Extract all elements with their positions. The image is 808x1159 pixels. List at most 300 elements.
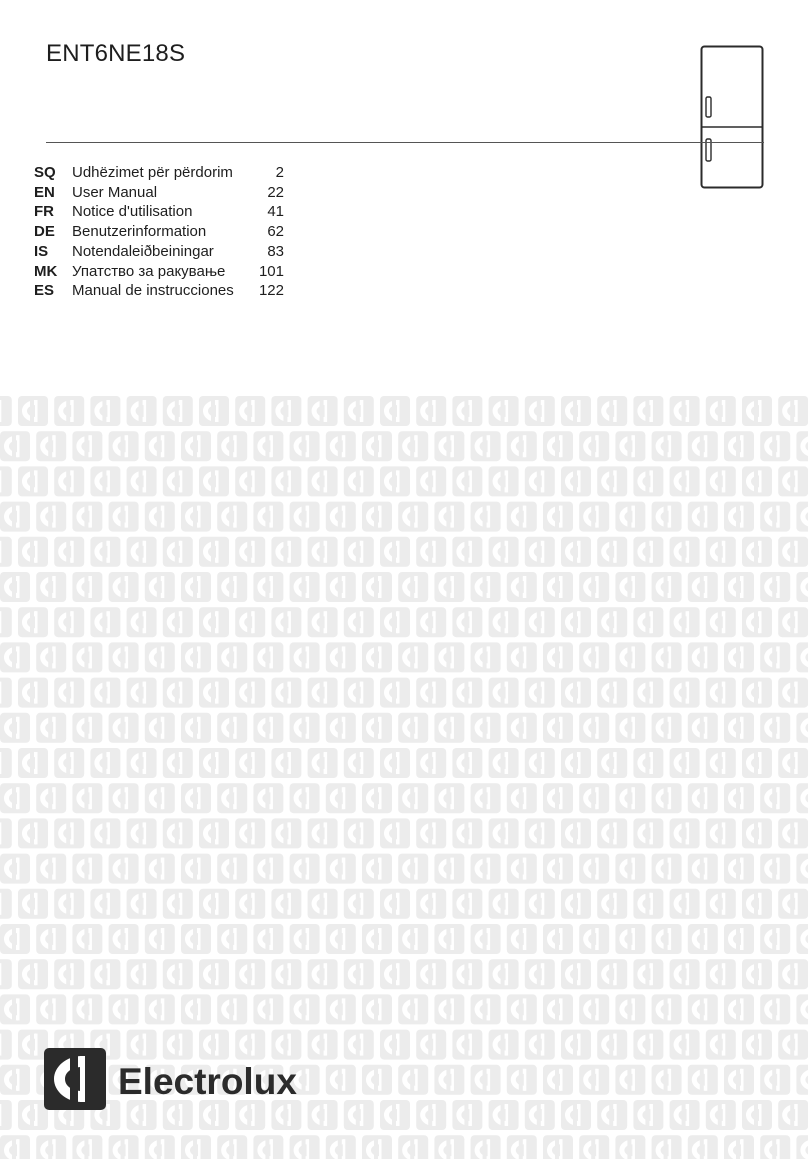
electrolux-emblem-icon — [525, 607, 555, 637]
electrolux-emblem-icon — [0, 642, 30, 672]
electrolux-emblem-icon — [36, 642, 66, 672]
electrolux-emblem-icon — [398, 783, 428, 813]
electrolux-emblem-icon — [652, 713, 682, 743]
electrolux-emblem-icon — [344, 396, 374, 426]
toc-language-title: User Manual — [72, 183, 158, 201]
electrolux-emblem-icon — [0, 959, 12, 989]
electrolux-emblem-icon — [290, 431, 320, 461]
electrolux-emblem-icon — [561, 466, 591, 496]
electrolux-emblem-icon — [670, 396, 700, 426]
electrolux-emblem-icon — [199, 748, 229, 778]
electrolux-emblem-icon — [308, 537, 338, 567]
electrolux-emblem-icon — [0, 713, 30, 743]
electrolux-emblem-icon — [235, 466, 265, 496]
electrolux-emblem-icon — [0, 537, 12, 567]
toc-language-code: MK — [34, 262, 58, 280]
electrolux-emblem-icon — [706, 678, 736, 708]
electrolux-emblem-icon — [525, 396, 555, 426]
electrolux-emblem-icon — [217, 431, 247, 461]
electrolux-emblem-icon — [724, 502, 754, 532]
electrolux-emblem-icon — [72, 783, 102, 813]
electrolux-emblem-icon — [380, 678, 410, 708]
electrolux-emblem-icon — [271, 748, 301, 778]
electrolux-emblem-icon — [416, 1030, 446, 1060]
electrolux-emblem-icon — [452, 1030, 482, 1060]
electrolux-emblem-icon — [271, 959, 301, 989]
electrolux-emblem-icon — [163, 889, 193, 919]
electrolux-emblem-icon — [326, 783, 356, 813]
electrolux-emblem-icon — [434, 1065, 464, 1095]
electrolux-emblem-icon — [452, 607, 482, 637]
electrolux-emblem-icon — [760, 1065, 790, 1095]
electrolux-emblem-icon — [778, 466, 808, 496]
electrolux-emblem-icon — [452, 959, 482, 989]
electrolux-emblem-icon — [181, 431, 211, 461]
electrolux-emblem-pattern — [0, 392, 808, 1159]
toc-language-code: DE — [34, 223, 55, 241]
electrolux-emblem-icon — [778, 607, 808, 637]
electrolux-emblem-icon — [652, 572, 682, 602]
electrolux-emblem-icon — [344, 466, 374, 496]
electrolux-emblem-icon — [380, 1030, 410, 1060]
electrolux-emblem-icon — [181, 502, 211, 532]
fridge-freezer-icon — [700, 45, 764, 189]
electrolux-emblem-icon — [597, 396, 627, 426]
electrolux-emblem-icon — [796, 431, 808, 461]
electrolux-emblem-icon — [326, 502, 356, 532]
electrolux-emblem-icon — [0, 572, 30, 602]
electrolux-emblem-icon — [235, 678, 265, 708]
electrolux-emblem-icon — [145, 854, 175, 884]
electrolux-emblem-icon — [489, 607, 519, 637]
electrolux-emblem-icon — [633, 678, 663, 708]
electrolux-emblem-icon — [579, 854, 609, 884]
electrolux-emblem-icon — [36, 431, 66, 461]
electrolux-emblem-icon — [416, 889, 446, 919]
electrolux-emblem-icon — [109, 783, 139, 813]
electrolux-emblem-icon — [615, 854, 645, 884]
electrolux-emblem-icon — [434, 502, 464, 532]
electrolux-emblem-icon — [416, 959, 446, 989]
electrolux-emblem-icon — [271, 396, 301, 426]
electrolux-emblem-icon — [652, 854, 682, 884]
electrolux-emblem-icon — [109, 572, 139, 602]
electrolux-emblem-icon — [362, 572, 392, 602]
electrolux-emblem-icon — [199, 959, 229, 989]
electrolux-emblem-icon — [90, 607, 120, 637]
electrolux-emblem-icon — [471, 924, 501, 954]
electrolux-emblem-icon — [72, 572, 102, 602]
electrolux-emblem-icon — [507, 642, 537, 672]
electrolux-emblem-icon — [163, 818, 193, 848]
electrolux-emblem-icon — [489, 889, 519, 919]
electrolux-emblem-icon — [434, 431, 464, 461]
electrolux-emblem-icon — [127, 678, 157, 708]
electrolux-emblem-icon — [308, 959, 338, 989]
electrolux-emblem-icon — [127, 748, 157, 778]
electrolux-logo-icon — [44, 1048, 314, 1112]
electrolux-emblem-icon — [199, 678, 229, 708]
toc-language-code: EN — [34, 183, 55, 201]
toc-language-code: IS — [34, 242, 49, 260]
electrolux-emblem-icon — [181, 1135, 211, 1159]
electrolux-emblem-icon — [670, 678, 700, 708]
electrolux-emblem-icon — [253, 924, 283, 954]
electrolux-emblem-icon — [706, 537, 736, 567]
electrolux-emblem-icon — [416, 818, 446, 848]
electrolux-emblem-icon — [380, 607, 410, 637]
electrolux-emblem-icon — [543, 642, 573, 672]
electrolux-emblem-icon — [18, 889, 48, 919]
electrolux-emblem-icon — [163, 466, 193, 496]
electrolux-emblem-icon — [670, 607, 700, 637]
electrolux-emblem-icon — [724, 713, 754, 743]
electrolux-emblem-icon — [398, 994, 428, 1024]
electrolux-emblem-icon — [633, 466, 663, 496]
toc-row — [34, 281, 284, 301]
electrolux-emblem-icon — [54, 466, 84, 496]
electrolux-emblem-icon — [0, 783, 30, 813]
electrolux-emblem-icon — [0, 994, 30, 1024]
electrolux-emblem-icon — [525, 959, 555, 989]
electrolux-emblem-icon — [706, 607, 736, 637]
electrolux-emblem-icon — [290, 854, 320, 884]
electrolux-emblem-icon — [670, 889, 700, 919]
electrolux-emblem-icon — [615, 572, 645, 602]
electrolux-emblem-icon — [0, 396, 12, 426]
electrolux-emblem-icon — [18, 748, 48, 778]
electrolux-emblem-icon — [471, 431, 501, 461]
electrolux-emblem-icon — [127, 466, 157, 496]
electrolux-emblem-icon — [145, 994, 175, 1024]
electrolux-emblem-icon — [652, 924, 682, 954]
electrolux-emblem-icon — [308, 818, 338, 848]
electrolux-emblem-icon — [489, 678, 519, 708]
electrolux-emblem-icon — [217, 713, 247, 743]
electrolux-emblem-icon — [271, 537, 301, 567]
electrolux-emblem-icon — [54, 678, 84, 708]
electrolux-emblem-icon — [90, 818, 120, 848]
electrolux-emblem-icon — [579, 1135, 609, 1159]
electrolux-emblem-icon — [579, 502, 609, 532]
electrolux-emblem-icon — [326, 572, 356, 602]
electrolux-emblem-icon — [0, 818, 12, 848]
electrolux-emblem-icon — [796, 642, 808, 672]
electrolux-emblem-icon — [688, 994, 718, 1024]
electrolux-emblem-icon — [326, 431, 356, 461]
toc-language-code: ES — [34, 282, 55, 300]
electrolux-emblem-icon — [181, 713, 211, 743]
electrolux-emblem-icon — [778, 818, 808, 848]
electrolux-emblem-icon — [344, 1030, 374, 1060]
electrolux-emblem-icon — [434, 924, 464, 954]
electrolux-emblem-icon — [72, 642, 102, 672]
electrolux-emblem-icon — [344, 1100, 374, 1130]
electrolux-emblem-icon — [398, 1135, 428, 1159]
electrolux-emblem-icon — [235, 537, 265, 567]
electrolux-emblem-icon — [199, 818, 229, 848]
electrolux-emblem-icon — [380, 396, 410, 426]
brand-wordmark: Electrolux — [118, 1061, 297, 1102]
electrolux-emblem-icon — [796, 924, 808, 954]
toc-row — [34, 163, 284, 183]
electrolux-emblem-icon — [452, 889, 482, 919]
electrolux-emblem-icon — [778, 889, 808, 919]
electrolux-emblem-icon — [597, 889, 627, 919]
electrolux-emblem-icon — [525, 818, 555, 848]
electrolux-emblem-icon — [18, 537, 48, 567]
electrolux-emblem-icon — [633, 959, 663, 989]
electrolux-emblem-icon — [579, 572, 609, 602]
electrolux-emblem-icon — [543, 431, 573, 461]
electrolux-emblem-icon — [688, 783, 718, 813]
toc-language-title: Manual de instrucciones — [72, 282, 234, 300]
electrolux-emblem-icon — [778, 1100, 808, 1130]
electrolux-emblem-icon — [253, 994, 283, 1024]
toc-page-number: 62 — [267, 223, 284, 241]
electrolux-emblem-icon — [109, 854, 139, 884]
language-index — [34, 163, 284, 301]
electrolux-emblem-icon — [109, 502, 139, 532]
electrolux-emblem-icon — [724, 1135, 754, 1159]
toc-row — [34, 242, 284, 262]
electrolux-emblem-icon — [109, 642, 139, 672]
electrolux-emblem-icon — [109, 924, 139, 954]
electrolux-emblem-icon — [778, 537, 808, 567]
electrolux-emblem-icon — [0, 607, 12, 637]
electrolux-emblem-icon — [271, 466, 301, 496]
electrolux-emblem-icon — [633, 396, 663, 426]
electrolux-emblem-icon — [72, 431, 102, 461]
electrolux-emblem-icon — [380, 466, 410, 496]
electrolux-emblem-icon — [362, 1065, 392, 1095]
electrolux-emblem-icon — [760, 783, 790, 813]
electrolux-emblem-icon — [724, 994, 754, 1024]
toc-language-title: Notendaleiðbeiningar — [72, 242, 214, 260]
electrolux-emblem-icon — [54, 537, 84, 567]
electrolux-emblem-icon — [525, 748, 555, 778]
electrolux-emblem-icon — [543, 994, 573, 1024]
electrolux-emblem-icon — [0, 466, 12, 496]
electrolux-emblem-icon — [253, 854, 283, 884]
electrolux-emblem-icon — [72, 924, 102, 954]
electrolux-emblem-icon — [706, 748, 736, 778]
electrolux-emblem-icon — [706, 959, 736, 989]
electrolux-emblem-icon — [471, 713, 501, 743]
electrolux-emblem-icon — [688, 431, 718, 461]
electrolux-emblem-icon — [181, 783, 211, 813]
electrolux-emblem-icon — [253, 502, 283, 532]
electrolux-emblem-icon — [489, 748, 519, 778]
electrolux-emblem-icon — [597, 1100, 627, 1130]
electrolux-emblem-icon — [760, 924, 790, 954]
electrolux-emblem-icon — [452, 748, 482, 778]
electrolux-emblem-icon — [724, 924, 754, 954]
model-number: ENT6NE18S — [46, 40, 186, 67]
electrolux-emblem-icon — [742, 1030, 772, 1060]
electrolux-emblem-icon — [362, 431, 392, 461]
electrolux-emblem-icon — [724, 642, 754, 672]
electrolux-emblem-icon — [434, 994, 464, 1024]
brand-logo — [44, 1048, 314, 1112]
toc-language-title: Notice d'utilisation — [72, 203, 193, 221]
electrolux-emblem-icon — [36, 854, 66, 884]
electrolux-emblem-icon — [778, 959, 808, 989]
electrolux-emblem-icon — [181, 572, 211, 602]
electrolux-emblem-icon — [145, 1135, 175, 1159]
electrolux-emblem-icon — [36, 1135, 66, 1159]
electrolux-emblem-icon — [525, 537, 555, 567]
electrolux-emblem-icon — [362, 642, 392, 672]
electrolux-emblem-icon — [290, 994, 320, 1024]
electrolux-emblem-icon — [109, 431, 139, 461]
electrolux-emblem-icon — [54, 818, 84, 848]
electrolux-emblem-icon — [688, 854, 718, 884]
electrolux-emblem-icon — [561, 889, 591, 919]
electrolux-emblem-icon — [579, 783, 609, 813]
electrolux-emblem-icon — [489, 396, 519, 426]
electrolux-emblem-icon — [398, 572, 428, 602]
electrolux-emblem-icon — [760, 854, 790, 884]
electrolux-emblem-icon — [724, 431, 754, 461]
electrolux-emblem-icon — [0, 924, 30, 954]
electrolux-emblem-icon — [706, 1030, 736, 1060]
electrolux-emblem-icon — [0, 748, 12, 778]
electrolux-emblem-icon — [398, 854, 428, 884]
electrolux-emblem-icon — [54, 396, 84, 426]
electrolux-emblem-icon — [54, 607, 84, 637]
electrolux-emblem-icon — [688, 1135, 718, 1159]
electrolux-emblem-icon — [561, 748, 591, 778]
electrolux-emblem-icon — [416, 537, 446, 567]
electrolux-emblem-icon — [344, 959, 374, 989]
electrolux-emblem-icon — [507, 924, 537, 954]
electrolux-emblem-icon — [163, 959, 193, 989]
electrolux-emblem-icon — [163, 537, 193, 567]
electrolux-emblem-icon — [760, 502, 790, 532]
electrolux-emblem-icon — [796, 1065, 808, 1095]
electrolux-emblem-icon — [290, 1135, 320, 1159]
electrolux-emblem-icon — [561, 1030, 591, 1060]
electrolux-emblem-icon — [290, 572, 320, 602]
electrolux-emblem-icon — [796, 572, 808, 602]
electrolux-emblem-icon — [543, 502, 573, 532]
electrolux-emblem-icon — [633, 1100, 663, 1130]
electrolux-emblem-icon — [688, 924, 718, 954]
electrolux-emblem-icon — [543, 572, 573, 602]
electrolux-emblem-icon — [217, 783, 247, 813]
electrolux-emblem-icon — [235, 607, 265, 637]
electrolux-emblem-icon — [253, 572, 283, 602]
electrolux-emblem-icon — [706, 889, 736, 919]
electrolux-emblem-icon — [344, 889, 374, 919]
electrolux-emblem-icon — [326, 1065, 356, 1095]
electrolux-emblem-icon — [18, 396, 48, 426]
electrolux-emblem-icon — [0, 502, 30, 532]
electrolux-emblem-icon — [398, 1065, 428, 1095]
electrolux-emblem-icon — [489, 466, 519, 496]
electrolux-emblem-icon — [615, 1135, 645, 1159]
electrolux-emblem-icon — [434, 1135, 464, 1159]
electrolux-emblem-icon — [796, 502, 808, 532]
electrolux-emblem-icon — [670, 1100, 700, 1130]
electrolux-emblem-icon — [217, 994, 247, 1024]
electrolux-emblem-icon — [742, 678, 772, 708]
electrolux-emblem-icon — [471, 572, 501, 602]
electrolux-emblem-icon — [561, 396, 591, 426]
electrolux-emblem-icon — [308, 466, 338, 496]
electrolux-emblem-icon — [760, 994, 790, 1024]
electrolux-emblem-icon — [127, 889, 157, 919]
electrolux-emblem-icon — [18, 607, 48, 637]
electrolux-emblem-icon — [344, 537, 374, 567]
electrolux-emblem-icon — [416, 466, 446, 496]
electrolux-emblem-icon — [235, 818, 265, 848]
electrolux-emblem-icon — [489, 537, 519, 567]
electrolux-emblem-icon — [109, 1135, 139, 1159]
electrolux-emblem-icon — [507, 1135, 537, 1159]
electrolux-emblem-icon — [0, 854, 30, 884]
electrolux-emblem-icon — [326, 1135, 356, 1159]
electrolux-emblem-icon — [90, 889, 120, 919]
toc-row — [34, 183, 284, 203]
electrolux-emblem-icon — [652, 1135, 682, 1159]
electrolux-emblem-icon — [452, 396, 482, 426]
electrolux-emblem-icon — [18, 678, 48, 708]
electrolux-emblem-icon — [525, 1100, 555, 1130]
electrolux-emblem-icon — [72, 854, 102, 884]
electrolux-emblem-icon — [706, 396, 736, 426]
electrolux-emblem-icon — [90, 748, 120, 778]
electrolux-emblem-icon — [507, 502, 537, 532]
toc-row — [34, 222, 284, 242]
electrolux-emblem-icon — [181, 994, 211, 1024]
electrolux-emblem-icon — [597, 1030, 627, 1060]
electrolux-emblem-icon — [36, 783, 66, 813]
electrolux-emblem-icon — [579, 924, 609, 954]
electrolux-emblem-icon — [796, 1135, 808, 1159]
electrolux-emblem-icon — [452, 818, 482, 848]
electrolux-emblem-icon — [362, 502, 392, 532]
electrolux-emblem-icon — [398, 642, 428, 672]
electrolux-emblem-icon — [633, 748, 663, 778]
electrolux-emblem-icon — [561, 959, 591, 989]
electrolux-emblem-icon — [308, 889, 338, 919]
header-divider — [46, 142, 764, 143]
electrolux-emblem-icon — [90, 466, 120, 496]
electrolux-emblem-icon — [109, 994, 139, 1024]
electrolux-emblem-icon — [0, 1100, 12, 1130]
electrolux-emblem-icon — [362, 783, 392, 813]
electrolux-emblem-icon — [796, 854, 808, 884]
electrolux-emblem-icon — [525, 466, 555, 496]
electrolux-emblem-icon — [362, 713, 392, 743]
electrolux-emblem-icon — [615, 431, 645, 461]
electrolux-emblem-icon — [199, 607, 229, 637]
electrolux-emblem-icon — [72, 713, 102, 743]
electrolux-emblem-icon — [72, 502, 102, 532]
electrolux-emblem-icon — [796, 994, 808, 1024]
electrolux-emblem-icon — [597, 607, 627, 637]
electrolux-emblem-icon — [434, 854, 464, 884]
toc-page-number: 122 — [258, 282, 284, 300]
electrolux-emblem-icon — [362, 994, 392, 1024]
electrolux-emblem-icon — [706, 1100, 736, 1130]
electrolux-emblem-icon — [217, 642, 247, 672]
electrolux-emblem-icon — [489, 818, 519, 848]
electrolux-emblem-icon — [127, 607, 157, 637]
electrolux-emblem-icon — [326, 994, 356, 1024]
